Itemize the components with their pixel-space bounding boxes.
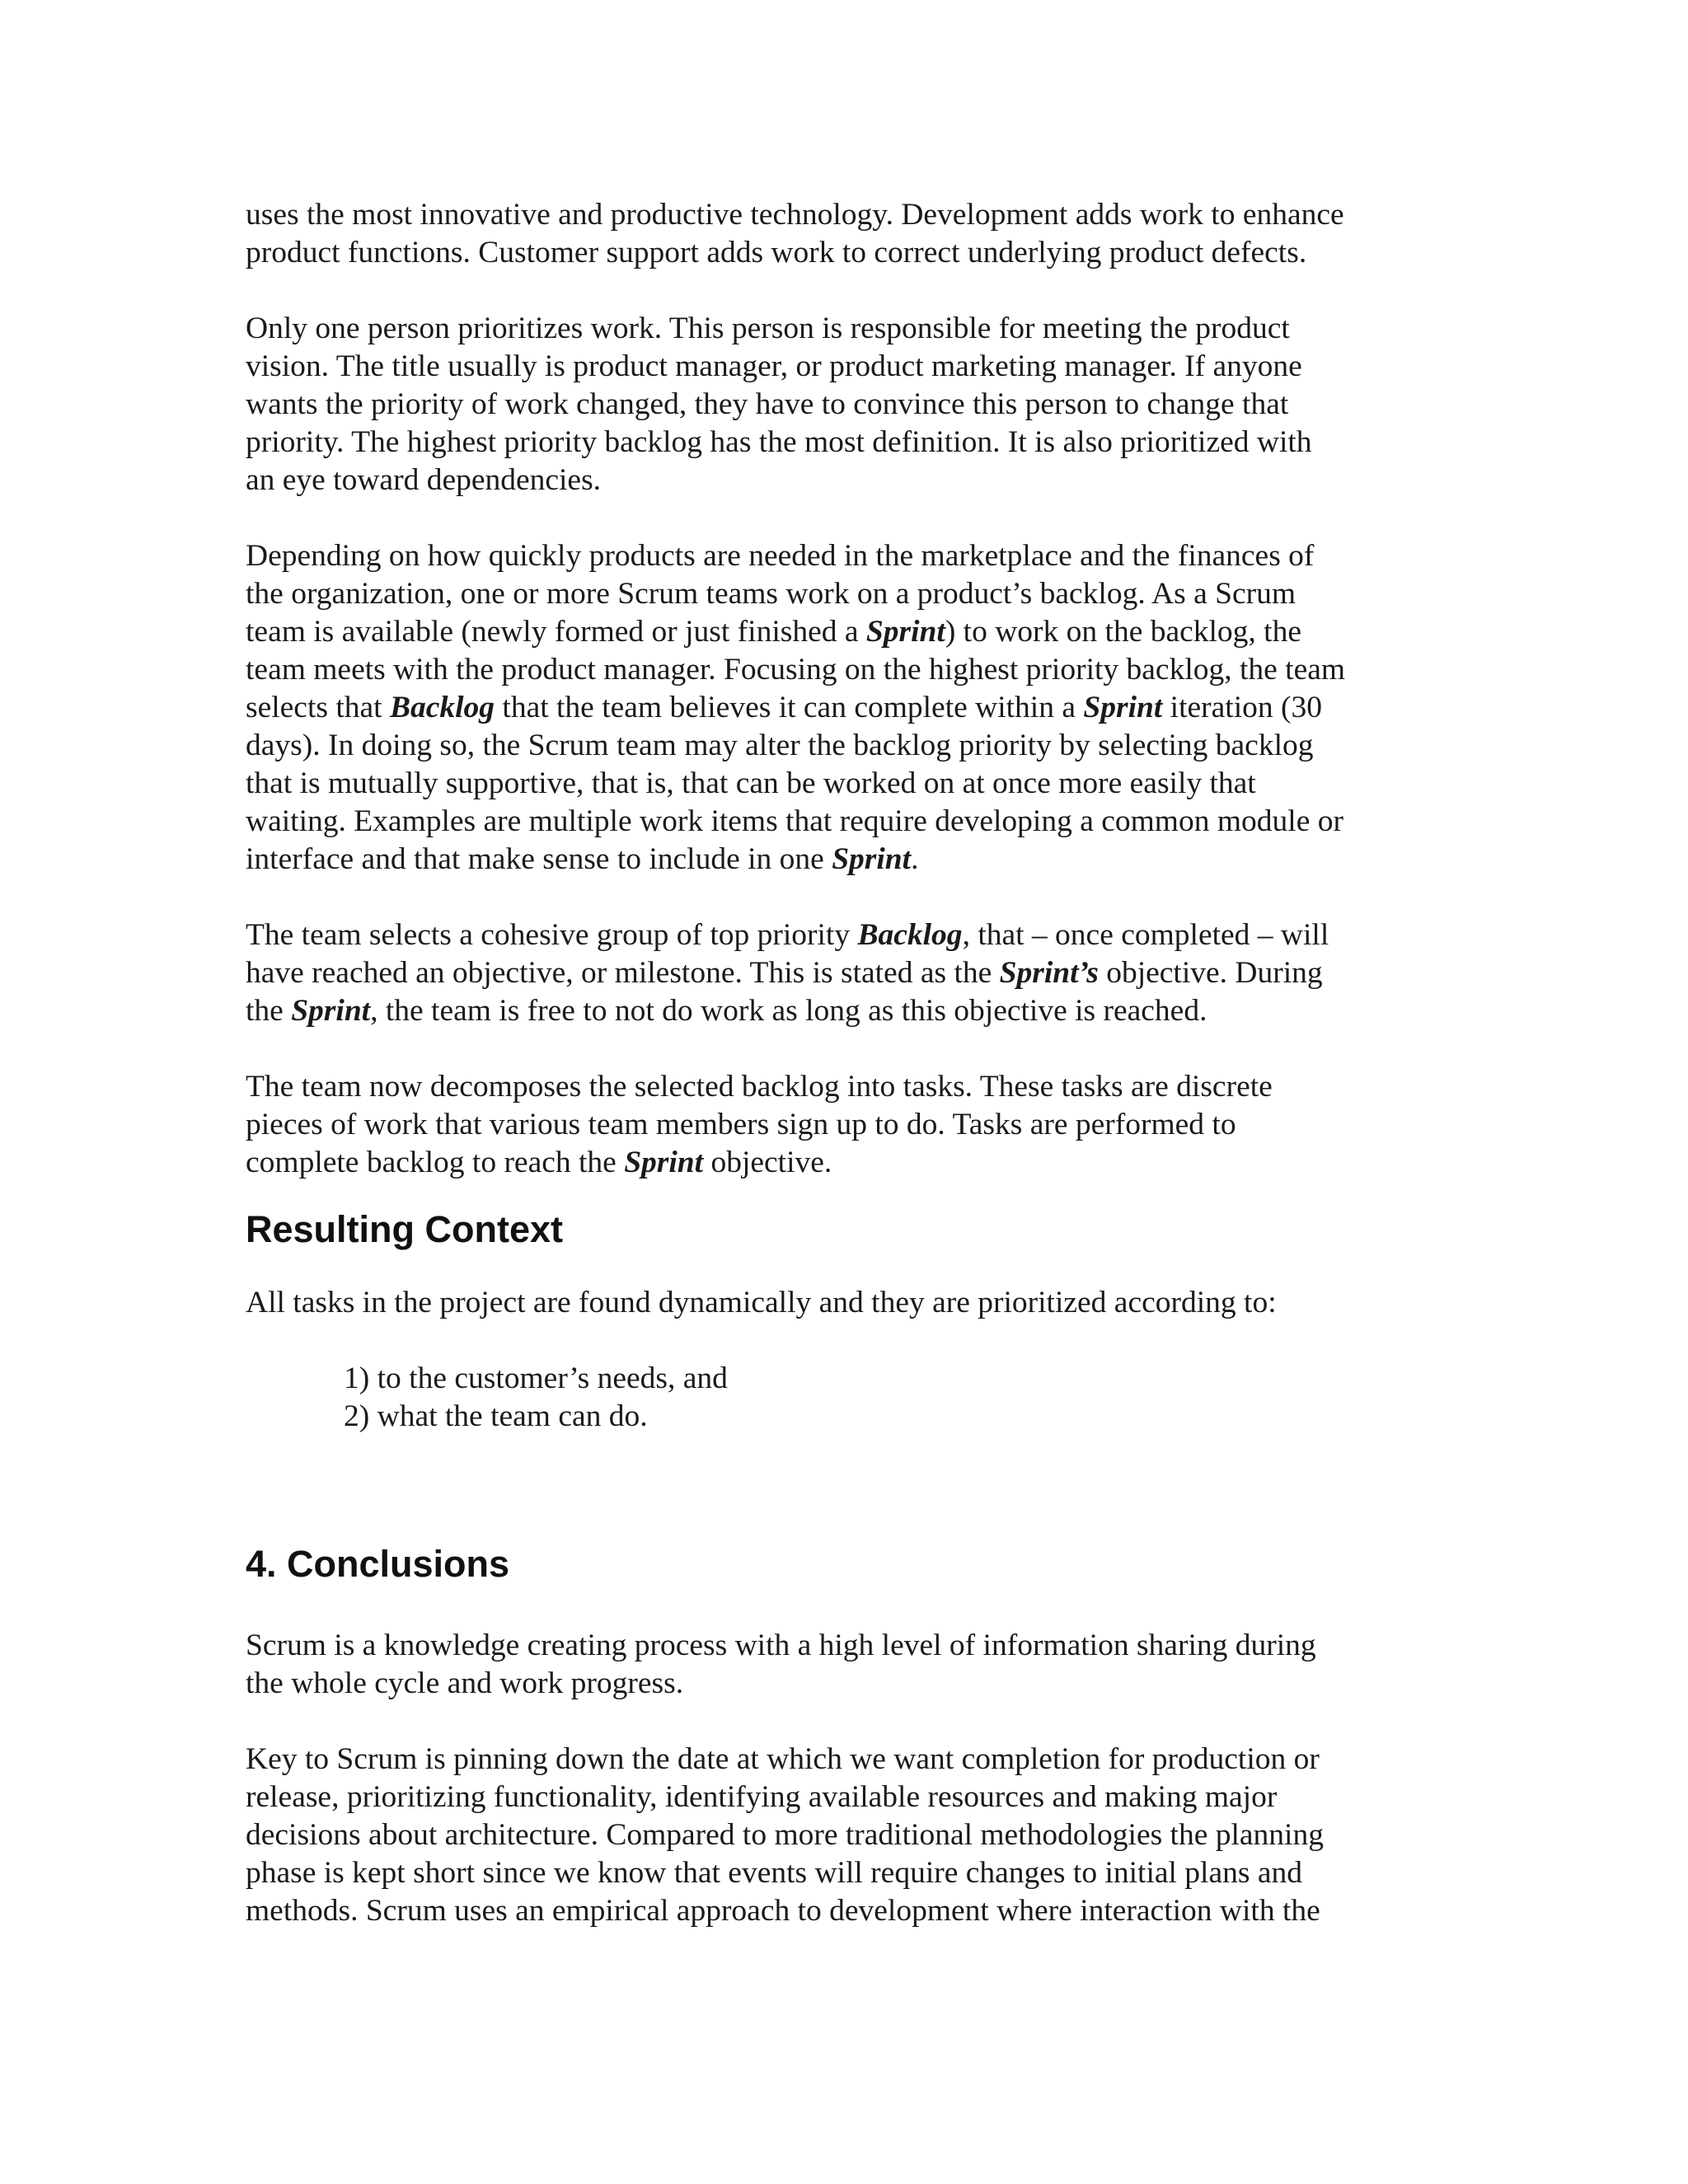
text-line: Scrum is a knowledge creating process with a high level of information sharing during: [246, 1629, 1316, 1662]
text-segment: , that – once completed – will: [962, 918, 1329, 952]
text-segment: The team selects a cohesive group of top priority: [246, 918, 858, 952]
text-segment: , the team is free to not do work as long as this objective is reached.: [370, 994, 1207, 1028]
text-segment: objective.: [703, 1146, 832, 1179]
text-line: that is mutually supportive, that is, that can be worked on at once more easily that: [246, 766, 1256, 800]
text-line: an eye toward dependencies.: [246, 463, 602, 497]
text-segment: that the team believes it can complete within a: [495, 691, 1084, 724]
text-line: [246, 916, 1465, 954]
text-line: Depending on how quickly products are needed in the marketplace and the finances of: [246, 539, 1315, 573]
emphasized-term: Sprint: [624, 1146, 704, 1179]
text-line: pieces of work that various team members sign up to do. Tasks are performed to: [246, 1108, 1236, 1141]
text-segment: .: [911, 842, 919, 876]
emphasized-term: Sprint: [865, 615, 945, 649]
text-segment: the: [246, 994, 292, 1028]
list-item: 2) what the team can do.: [344, 1399, 648, 1433]
text-line: product functions. Customer support adds work to correct underlying product defects.: [246, 236, 1307, 269]
emphasized-term: Sprint: [832, 842, 912, 876]
paragraph: [246, 916, 1465, 1030]
emphasized-term: Backlog: [857, 918, 963, 952]
text-segment: ) to work on the backlog, the: [945, 615, 1301, 649]
text-line: The team now decomposes the selected backlog into tasks. These tasks are discrete: [246, 1070, 1273, 1104]
text-line: the organization, one or more Scrum teams work on a product’s backlog. As a Scrum: [246, 577, 1296, 611]
text-line: Key to Scrum is pinning down the date at which we want completion for production or: [246, 1742, 1320, 1776]
text-segment: interface and that make sense to include in one: [246, 842, 832, 876]
text-line: [246, 954, 1465, 992]
text-line: methods. Scrum uses an empirical approach to development where interaction with the: [246, 1894, 1320, 1928]
text-line: team meets with the product manager. Focusing on the highest priority backlog, the team: [246, 653, 1346, 687]
section-heading: 4. Conclusions: [246, 1543, 510, 1585]
paragraph: [246, 1627, 1465, 1703]
text-line: All tasks in the project are found dynamically and they are prioritized according to:: [246, 1286, 1277, 1319]
text-segment: team is available (newly formed or just finished a: [246, 615, 866, 649]
document-page: [246, 196, 1465, 1930]
text-line: Only one person prioritizes work. This person is responsible for meeting the product: [246, 312, 1290, 345]
text-line: wants the priority of work changed, they have to convince this person to change that: [246, 387, 1289, 421]
text-line: priority. The highest priority backlog has the most definition. It is also prioritized with: [246, 425, 1312, 459]
text-segment: iteration (30: [1162, 691, 1322, 724]
text-line: vision. The title usually is product manager, or product marketing manager. If anyone: [246, 349, 1302, 383]
paragraph: [246, 310, 1465, 499]
text-line: release, prioritizing functionality, identifying available resources and making major: [246, 1780, 1278, 1814]
text-line: decisions about architecture. Compared to more traditional methodologies the planning: [246, 1818, 1324, 1852]
text-segment: complete backlog to reach the: [246, 1146, 625, 1179]
text-line: waiting. Examples are multiple work items that require developing a common module or: [246, 804, 1343, 838]
text-segment: objective. During: [1098, 956, 1323, 990]
text-segment: selects that: [246, 691, 390, 724]
paragraph: [246, 1741, 1465, 1930]
paragraph: [246, 1068, 1465, 1182]
emphasized-term: Sprint’s: [999, 956, 1099, 990]
list-item: 1) to the customer’s needs, and: [344, 1361, 728, 1395]
text-line: [246, 613, 1465, 651]
text-line: [246, 689, 1465, 727]
paragraph: [246, 196, 1465, 272]
text-line: phase is kept short since we know that events will require changes to initial plans and: [246, 1856, 1302, 1890]
numbered-list: [246, 1360, 1465, 1436]
emphasized-term: Sprint: [1083, 691, 1163, 724]
text-line: uses the most innovative and productive technology. Development adds work to enhance: [246, 198, 1344, 232]
section-heading: Resulting Context: [246, 1208, 564, 1250]
text-line: [246, 992, 1465, 1030]
emphasized-term: Backlog: [389, 691, 495, 724]
text-line: the whole cycle and work progress.: [246, 1666, 684, 1700]
text-line: days). In doing so, the Scrum team may alter the backlog priority by selecting backlog: [246, 729, 1314, 762]
emphasized-term: Sprint: [291, 994, 371, 1028]
text-line: [246, 841, 1465, 879]
text-line: [246, 1144, 1465, 1182]
paragraph: [246, 537, 1465, 879]
text-segment: have reached an objective, or milestone. This is stated as the: [246, 956, 1000, 990]
